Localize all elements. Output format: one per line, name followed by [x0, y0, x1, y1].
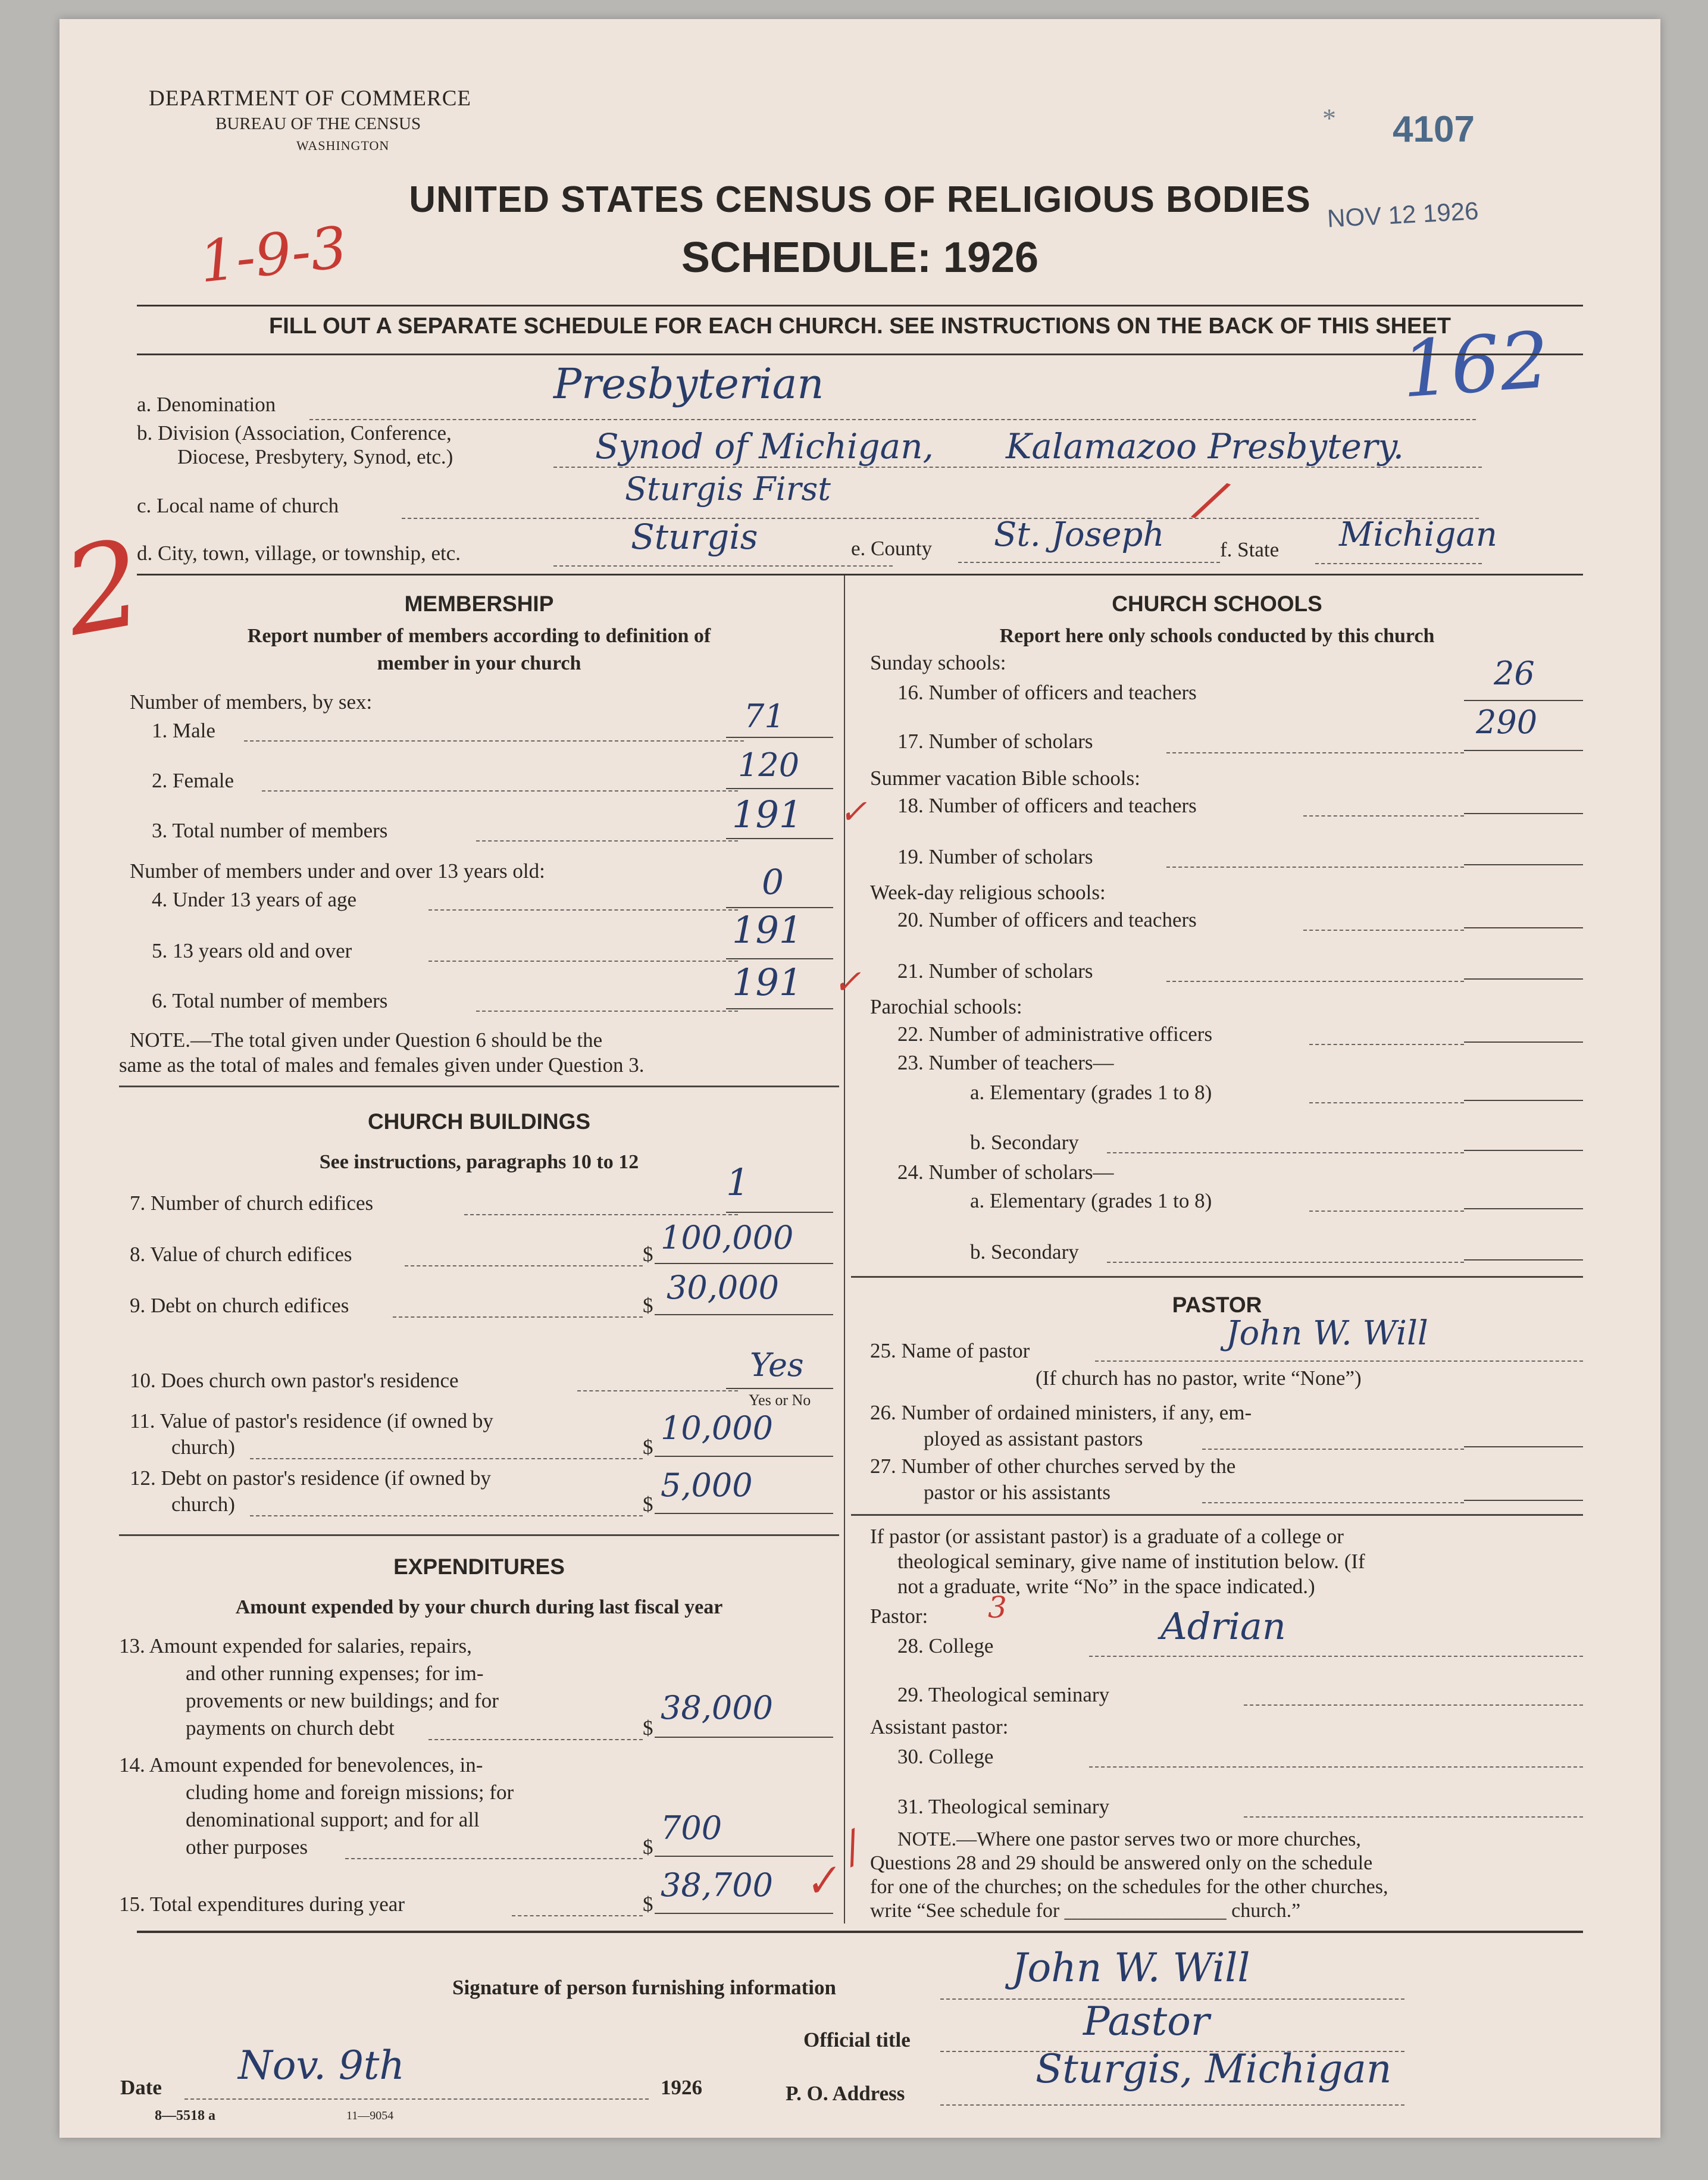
pastor-note-line-1: NOTE.—Where one pastor serves two or more churches, — [897, 1828, 1361, 1850]
po-address-label: P. O. Address — [786, 2082, 905, 2105]
county-line — [958, 562, 1220, 563]
q16-value[interactable]: 26 — [1494, 655, 1535, 692]
q12-answer-line — [655, 1513, 833, 1514]
division-synod-value[interactable]: Synod of Michigan, — [595, 426, 934, 467]
state-value[interactable]: Michigan — [1339, 515, 1497, 554]
q30-label: 30. College — [897, 1745, 994, 1768]
q24a-dots — [1309, 1211, 1464, 1212]
pastor-note-line-3: for one of the churches; on the schedules for the other churches, — [870, 1876, 1388, 1898]
q10-label: 10. Does church own pastor's residence — [130, 1369, 459, 1392]
q9-answer-line — [655, 1314, 833, 1315]
q8-label: 8. Value of church edifices — [130, 1243, 352, 1266]
q17-value[interactable]: 290 — [1476, 703, 1538, 741]
q28-label: 28. College — [897, 1634, 994, 1657]
state-line — [1315, 563, 1482, 564]
q14-line-1: 14. Amount expended for benevolences, in- — [119, 1753, 483, 1776]
q15-currency: $ — [643, 1893, 653, 1916]
q25-value[interactable]: John W. Will — [1226, 1314, 1428, 1353]
schools-sub: Report here only schools conducted by this church — [999, 625, 1435, 647]
q29-label: 29. Theological seminary — [897, 1683, 1110, 1706]
q25-label: 25. Name of pastor — [870, 1339, 1030, 1362]
q6-red-check: ✓ — [833, 963, 861, 1002]
graduate-line-1: If pastor (or assistant pastor) is a graduate of a college or — [870, 1525, 1344, 1548]
q6-value[interactable]: 191 — [732, 961, 803, 1004]
q13-answer-line — [655, 1737, 833, 1738]
q17-dots — [1166, 752, 1464, 753]
division-presbytery-value[interactable]: Kalamazoo Presbytery. — [1006, 426, 1404, 467]
q31-line — [1244, 1816, 1583, 1818]
received-date-stamp: NOV 12 1926 — [1326, 196, 1479, 233]
q1-value[interactable]: 71 — [744, 698, 785, 735]
denomination-label: a. Denomination — [137, 393, 276, 416]
q14-value[interactable]: 700 — [661, 1809, 722, 1847]
pastor-note-line-2: Questions 28 and 29 should be answered only on the schedule — [870, 1852, 1373, 1874]
q29-line — [1244, 1704, 1583, 1706]
q28-value[interactable]: Adrian — [1160, 1604, 1286, 1648]
membership-rule — [119, 1086, 839, 1087]
q9-value[interactable]: 30,000 — [667, 1269, 779, 1306]
q21-answer-line — [1464, 978, 1583, 980]
column-divider — [844, 576, 845, 1923]
red-code-annotation: 1-9-3 — [196, 214, 351, 296]
city-label: d. City, town, village, or township, etc. — [137, 542, 461, 565]
membership-note-2: same as the total of males and females given under Question 3. — [119, 1053, 645, 1077]
buildings-rule — [119, 1534, 839, 1536]
local-name-line — [402, 518, 1479, 519]
q24b-label: b. Secondary — [970, 1240, 1079, 1263]
division-line — [553, 467, 1482, 468]
stamp-star-mark: * — [1322, 103, 1336, 133]
q26-line-2: ployed as assistant pastors — [924, 1427, 1143, 1450]
pastor-rule — [851, 1514, 1583, 1516]
bureau-city: WASHINGTON — [296, 138, 390, 153]
q14-answer-line — [655, 1856, 833, 1857]
q10-value[interactable]: Yes — [750, 1346, 804, 1384]
date-line — [184, 2098, 649, 2100]
signature-value[interactable]: John W. Will — [1012, 1945, 1250, 1991]
q24a-label: a. Elementary (grades 1 to 8) — [970, 1189, 1212, 1212]
q24b-dots — [1107, 1262, 1464, 1263]
pastor-heading: PASTOR — [1172, 1293, 1262, 1317]
q11-currency: $ — [643, 1435, 653, 1459]
q14-line-3: denominational support; and for all — [186, 1808, 480, 1831]
q12-dots — [250, 1515, 643, 1516]
q21-label: 21. Number of scholars — [897, 959, 1093, 983]
q6-label: 6. Total number of members — [152, 989, 388, 1012]
membership-note-1: NOTE.—The total given under Question 6 should be the — [130, 1028, 603, 1052]
q4-dots — [428, 909, 738, 911]
q31-label: 31. Theological seminary — [897, 1795, 1110, 1818]
q15-dots — [512, 1915, 643, 1916]
q27-line-1: 27. Number of other churches served by the — [870, 1455, 1236, 1478]
local-name-label: c. Local name of church — [137, 494, 339, 517]
q5-answer-line — [726, 958, 833, 959]
q19-label: 19. Number of scholars — [897, 845, 1093, 868]
schedule-title: SCHEDULE: 1926 — [681, 234, 1039, 282]
date-year: 1926 — [661, 2076, 702, 2099]
q24a-answer-line — [1464, 1208, 1583, 1209]
q8-value[interactable]: 100,000 — [661, 1219, 794, 1256]
official-title-value[interactable]: Pastor — [1083, 1998, 1210, 2044]
q17-answer-line — [1464, 750, 1583, 751]
print-number: 11—9054 — [346, 2109, 394, 2122]
blue-code-annotation: 162 — [1399, 314, 1553, 415]
fill-out-instruction: FILL OUT A SEPARATE SCHEDULE FOR EACH CHURCH. SEE INSTRUCTIONS ON THE BACK OF THIS SHEET — [269, 314, 1451, 339]
q7-answer-line — [726, 1212, 833, 1213]
local-name-value[interactable]: Sturgis First — [625, 470, 831, 508]
q9-label: 9. Debt on church edifices — [130, 1294, 349, 1317]
official-title-label: Official title — [803, 2028, 911, 2051]
department-name: DEPARTMENT OF COMMERCE — [149, 86, 471, 111]
expenditures-heading: EXPENDITURES — [393, 1555, 565, 1579]
q23a-answer-line — [1464, 1100, 1583, 1101]
footer-rule — [137, 1931, 1583, 1933]
q23a-dots — [1309, 1102, 1464, 1103]
membership-sub-2: member in your church — [377, 652, 581, 674]
form-title: UNITED STATES CENSUS OF RELIGIOUS BODIES — [409, 179, 1311, 220]
census-schedule-sheet — [54, 19, 1660, 2138]
q20-label: 20. Number of officers and teachers — [897, 908, 1197, 931]
q4-value[interactable]: 0 — [762, 862, 784, 902]
q3-red-check: ✓ — [839, 793, 867, 831]
q15-value[interactable]: 38,700 — [661, 1866, 773, 1904]
q14-dots — [345, 1858, 643, 1859]
stamp-number: 4107 — [1393, 109, 1475, 150]
q2-value[interactable]: 120 — [738, 746, 800, 784]
q21-dots — [1166, 981, 1464, 982]
q5-value[interactable]: 191 — [732, 908, 803, 952]
q13-value[interactable]: 38,000 — [661, 1689, 773, 1727]
header-rule-bottom — [137, 354, 1583, 355]
date-value[interactable]: Nov. 9th — [238, 2043, 405, 2088]
q23b-label: b. Secondary — [970, 1131, 1079, 1154]
sunday-schools-label: Sunday schools: — [870, 651, 1006, 674]
buildings-heading: CHURCH BUILDINGS — [367, 1109, 591, 1134]
q3-value[interactable]: 191 — [732, 793, 803, 836]
section-rule — [137, 574, 1583, 576]
q6-answer-line — [726, 1008, 833, 1009]
q10-dots — [577, 1390, 738, 1391]
q15-answer-line — [655, 1913, 833, 1914]
q1-dots — [244, 740, 744, 742]
q11-answer-line — [655, 1456, 833, 1457]
q11-label-2: church) — [171, 1435, 235, 1459]
q8-dots — [405, 1265, 643, 1266]
q7-dots — [464, 1214, 738, 1215]
expenditures-sub: Amount expended by your church during last fiscal year — [235, 1596, 723, 1618]
q12-label-1: 12. Debt on pastor's residence (if owned by — [130, 1466, 491, 1490]
q26-dots — [1202, 1449, 1464, 1450]
q20-dots — [1303, 930, 1464, 931]
q12-currency: $ — [643, 1493, 653, 1516]
members-by-age-label: Number of members under and over 13 years old: — [130, 859, 545, 883]
q22-answer-line — [1464, 1041, 1583, 1043]
q22-dots — [1309, 1044, 1464, 1045]
q4-label: 4. Under 13 years of age — [152, 888, 357, 911]
state-label: f. State — [1220, 538, 1280, 561]
q23-label: 23. Number of teachers— — [897, 1051, 1114, 1074]
q5-dots — [428, 961, 738, 962]
city-line — [553, 565, 893, 567]
denomination-value[interactable]: Presbyterian — [553, 359, 824, 408]
q23b-dots — [1107, 1152, 1464, 1153]
weekday-schools-label: Week-day religious schools: — [870, 881, 1106, 904]
q26-answer-line — [1464, 1446, 1583, 1447]
q16-answer-line — [1464, 700, 1583, 701]
date-label: Date — [120, 2076, 162, 2099]
red-pastor-annotation: 3 — [988, 1590, 1007, 1625]
q8-answer-line — [655, 1263, 833, 1264]
q13-dots — [428, 1739, 643, 1740]
q23b-answer-line — [1464, 1150, 1583, 1151]
q25-line — [1095, 1360, 1583, 1362]
buildings-sub: See instructions, paragraphs 10 to 12 — [319, 1151, 639, 1173]
q11-label-1: 11. Value of pastor's residence (if owned by — [130, 1409, 493, 1433]
q9-dots — [393, 1316, 643, 1318]
q19-answer-line — [1464, 864, 1583, 865]
q3-label: 3. Total number of members — [152, 819, 388, 842]
q13-line-1: 13. Amount expended for salaries, repairs, — [119, 1634, 472, 1657]
pastor-sub-label: Pastor: — [870, 1604, 928, 1628]
q1-label: 1. Male — [152, 719, 215, 742]
q10-answer-line — [726, 1388, 833, 1389]
q1-answer-line — [726, 737, 833, 738]
q12-label-2: church) — [171, 1493, 235, 1516]
q13-line-3: provements or new buildings; and for — [186, 1689, 499, 1712]
schools-heading: CHURCH SCHOOLS — [1112, 592, 1322, 616]
q26-line-1: 26. Number of ordained ministers, if any, em- — [870, 1401, 1252, 1424]
graduate-line-3: not a graduate, write “No” in the space indicated.) — [897, 1575, 1315, 1598]
denomination-line — [309, 419, 1476, 420]
q13-line-4: payments on church debt — [186, 1716, 395, 1740]
q3-answer-line — [726, 838, 833, 839]
q27-answer-line — [1464, 1500, 1583, 1501]
q24b-answer-line — [1464, 1259, 1583, 1261]
pastor-note-line-4: write “See schedule for ________________ church.” — [870, 1900, 1301, 1922]
q25-hint: (If church has no pastor, write “None”) — [1036, 1366, 1362, 1390]
q2-dots — [262, 790, 738, 792]
header-rule-top — [137, 305, 1583, 306]
q2-label: 2. Female — [152, 769, 234, 792]
q14-line-4: other purposes — [186, 1835, 308, 1859]
po-address-value[interactable]: Sturgis, Michigan — [1036, 2046, 1392, 2092]
division-label-1: b. Division (Association, Conference, — [137, 421, 452, 445]
q23a-label: a. Elementary (grades 1 to 8) — [970, 1081, 1212, 1104]
q15-label: 15. Total expenditures during year — [119, 1893, 405, 1916]
membership-heading: MEMBERSHIP — [404, 592, 554, 616]
red-check-mark: / — [1191, 467, 1231, 533]
q15-red-check: ✓ — [799, 1854, 843, 1909]
q13-currency: $ — [643, 1716, 653, 1740]
q2-answer-line — [726, 788, 833, 789]
red-left-annotation: 2 — [54, 513, 153, 664]
members-by-sex-label: Number of members, by sex: — [130, 690, 373, 714]
q18-answer-line — [1464, 813, 1583, 814]
q8-currency: $ — [643, 1243, 653, 1266]
q27-line-2: pastor or his assistants — [924, 1481, 1111, 1504]
county-value[interactable]: St. Joseph — [994, 515, 1165, 554]
note-red-mark: / — [835, 1821, 869, 1872]
q11-dots — [250, 1458, 643, 1459]
q27-dots — [1202, 1502, 1464, 1503]
division-label-2: Diocese, Presbytery, Synod, etc.) — [177, 445, 453, 468]
q17-label: 17. Number of scholars — [897, 730, 1093, 753]
q13-line-2: and other running expenses; for im- — [186, 1662, 484, 1685]
q10-hint: Yes or No — [749, 1391, 811, 1409]
summer-schools-label: Summer vacation Bible schools: — [870, 767, 1140, 790]
q22-label: 22. Number of administrative officers — [897, 1022, 1213, 1046]
membership-sub-1: Report number of members according to definition of — [247, 625, 711, 647]
q14-line-2: cluding home and foreign missions; for — [186, 1781, 514, 1804]
schools-rule — [851, 1276, 1583, 1278]
q28-line — [1089, 1656, 1583, 1657]
q7-label: 7. Number of church edifices — [130, 1191, 374, 1215]
q3-dots — [476, 840, 738, 842]
q11-value[interactable]: 10,000 — [661, 1409, 773, 1447]
bureau-name: BUREAU OF THE CENSUS — [215, 114, 421, 133]
assistant-pastor-label: Assistant pastor: — [870, 1715, 1009, 1738]
city-value[interactable]: Sturgis — [631, 517, 758, 557]
q7-value[interactable]: 1 — [726, 1161, 750, 1204]
q12-value[interactable]: 5,000 — [661, 1466, 753, 1504]
q5-label: 5. 13 years old and over — [152, 939, 352, 962]
graduate-line-2: theological seminary, give name of institution below. (If — [897, 1550, 1365, 1573]
q20-answer-line — [1464, 927, 1583, 928]
q24-label: 24. Number of scholars— — [897, 1161, 1114, 1184]
q14-currency: $ — [643, 1835, 653, 1859]
q6-dots — [476, 1011, 738, 1012]
q19-dots — [1166, 867, 1464, 868]
q18-dots — [1303, 815, 1464, 817]
q9-currency: $ — [643, 1294, 653, 1317]
county-label: e. County — [851, 537, 933, 560]
q16-label: 16. Number of officers and teachers — [897, 681, 1197, 704]
po-address-line — [940, 2104, 1404, 2106]
parochial-schools-label: Parochial schools: — [870, 995, 1022, 1018]
q30-line — [1089, 1766, 1583, 1768]
q18-label: 18. Number of officers and teachers — [897, 794, 1197, 817]
form-number: 8—5518 a — [155, 2108, 215, 2123]
signature-label: Signature of person furnishing information — [452, 1976, 836, 1999]
